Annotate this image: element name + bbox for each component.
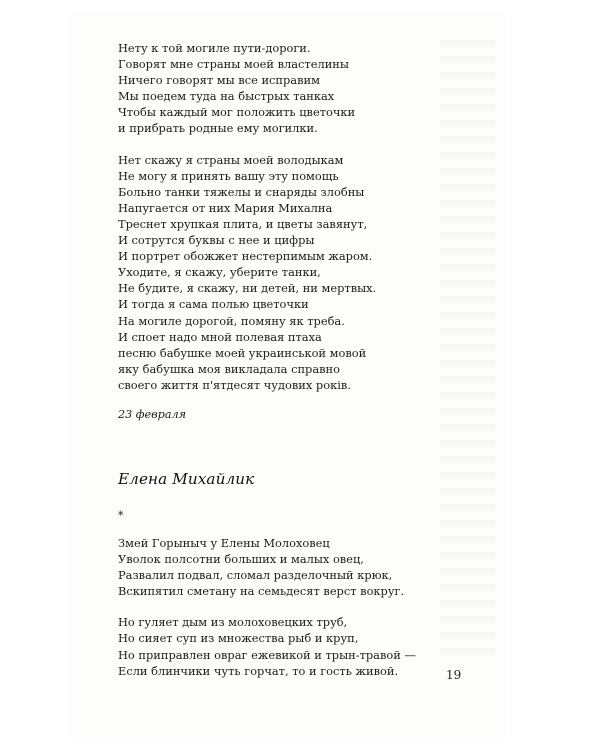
poem-line: и прибрать родные ему могилки. — [118, 121, 318, 136]
poem1-stanza-1 — [118, 40, 448, 137]
poem1-stanza-2 — [118, 152, 448, 393]
poem-line: Нет скажу я страны моей володыкам — [118, 152, 344, 167]
poem-line: Но гуляет дым из молоховецких труб, — [118, 615, 348, 630]
poem-line: Мы поедем туда на быстрых танках — [118, 89, 335, 104]
poem2-stanza-2 — [118, 614, 448, 678]
poem-line: И тогда я сама полью цветочки — [118, 297, 309, 312]
poem-line: Но сияет суп из множества рыб и круп, — [118, 631, 359, 646]
poem-line: Нету к той могиле пути-дороги. — [118, 41, 311, 55]
show-through-text — [440, 40, 495, 660]
poem-line: Уволок полсотни больших и малых овец, — [118, 552, 364, 567]
poem-line: Не могу я принять вашу эту помощь — [118, 168, 339, 183]
stanza-gap — [118, 137, 448, 152]
poem-line: Вскипятил сметану на семьдесят верст вокруг. — [118, 584, 405, 599]
poem-line: Треснет хрупкая плита, и цветы завянут, — [118, 216, 368, 231]
poem-line: Змей Горыныч у Елены Молоховец — [118, 535, 330, 550]
author-heading: Елена Михайлик — [118, 469, 255, 488]
poem-line: Развалил подвал, сломал разделочный крюк, — [118, 568, 393, 583]
poem-line: яку бабушка моя викладала справно — [118, 361, 341, 376]
poem-line: И сотрутся буквы с нее и цифры — [118, 233, 315, 248]
poem-line: Чтобы каждый мог положить цветочки — [118, 105, 356, 120]
poem-date: 23 февраля — [118, 407, 187, 421]
poem-line: На могиле дорогой, помяну як треба. — [118, 313, 345, 328]
poem2-stanza-1 — [118, 535, 448, 599]
poem-title-asterisk: * — [118, 508, 124, 522]
poem-line: И портрет обожжет нестерпимым жаром. — [118, 249, 373, 264]
poem-line: песню бабушке моей украинськой мовой — [118, 345, 367, 360]
stanza-gap — [118, 599, 448, 614]
poem-line: Уходите, я скажу, уберите танки, — [118, 265, 321, 280]
poem-line: своего життя п'ятдесят чудових років. — [118, 377, 351, 392]
poem-line: Говорят мне страны моей властелины — [118, 57, 349, 72]
poem-line: Если блинчики чуть горчат, то и гость живой. — [118, 663, 399, 678]
page-number: 19 — [446, 668, 462, 682]
page-content — [118, 40, 448, 679]
poem-line: Напугается от них Мария Михална — [118, 200, 333, 215]
poem-line: Но приправлен овраг ежевикой и трын-травой — — [118, 647, 416, 662]
poem-line: Не будите, я скажу, ни детей, ни мертвых. — [118, 281, 377, 296]
poem-line: Ничего говорят мы все исправим — [118, 73, 320, 88]
poem-line: И споет надо мной полевая птаха — [118, 329, 322, 344]
poem-line: Больно танки тяжелы и снаряды злобны — [118, 184, 365, 199]
